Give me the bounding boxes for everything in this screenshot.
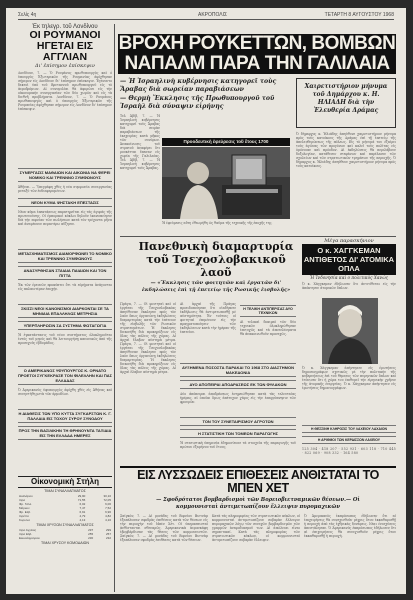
buy-rate: 71,55 (77, 498, 86, 502)
buy-rate: 297 (88, 528, 94, 532)
buy-rate: 4,79 (79, 514, 86, 518)
left-article-body: Λονδίνον, 7. — Ὁ Ρουμάνος πρωθυπουργὸς καὶ ὁ ὑπουργὸς Ἐξωτερικῶν τῆς Ρουμανίας ἀφίχθησαν σήμερον εἰς Λονδῖνον δι' ἐπίσημον ἐπίσκεψιν. Ἐγένοντο δεκτοὶ ὑπὸ τοῦ Βρεταννοῦ πρωθυπουργοῦ εἰς τὸ ἀεροδρόμιον. Αἱ συνομιλίαι θὰ ἀφορῶσι εἰς τὴν οἰκονομικὴν συνεργασίαν τῶν δύο χωρῶν καὶ εἰς τὰ διεθνῆ προβλήματα. Λονδίνον, 7. — Ὁ Ρουμάνος πρωθυπουργὸς καὶ ὁ ὑπουργὸς Ἐξωτερικῶν τῆς Ρουμανίας ἀφίχθησαν σήμερον εἰς Λονδῖνον δι' ἐπίσημον ἐπίσκεψιν. (18, 71, 112, 111)
hagemann-section-header (302, 238, 396, 282)
notice-4: Η ΣΤΑΤΙΣΤΙΚΗ ΤΩΝ ΤΟΜΕΩΝ ΠΑΡΑΓΩΓΗΣ (180, 429, 296, 438)
left-text-4: Ἡ ἐγκατάστασις τοῦ νέου συστήματος ὁλοκληροῦται ἐντὸς τοῦ μηνὸς καὶ θὰ λειτουργήσῃ κανονικῶς ἀπὸ τῆς προσεχοῦς ἑβδομάδος. (18, 333, 112, 345)
buy-rate: 7,47 (79, 506, 86, 510)
czech-headline: Πανεθνικὴ διαμαρτυρία τοῦ Τσεχοσλοβακικοῦ λαοῦ (138, 240, 294, 279)
left-box-6: ΥΠΕΡΠΛΗΡΩΣΙΝ ΣΑ ΣΥΣΤΗΜΑ ΦΩΤΑΓΩΓΙΑ (18, 321, 112, 330)
czech-subheadline: — «Ἔκκλησις τῶν φοιτητῶν καὶ ἐργατῶν δι' ἐκδηλώσεις ἐπὶ τῇ ἐπετείῳ τῆς Ρωσικῆς ἐισβολῆς» (141, 280, 291, 293)
currency-name: Λίρα Αγγλίας (19, 528, 37, 532)
currency-name: Δολλάριον (19, 494, 33, 498)
portrait-image (322, 298, 378, 364)
section-rule (120, 236, 396, 237)
hagemann-intro: Ὁ κ. Χάγγκεμαν ἐδήλωσεν ὅτι ἀντιτίθεται εἰς τὴν ἀπόκτησιν ἀτομικῶν ὅπλων. (302, 282, 396, 290)
currency-name: Λιρέττα (19, 514, 29, 518)
left-box-1: ΣΥΝΕΡΓΑΣΙΣ ΜΑΘΑΙΩΝ ΚΑΙ ΑΙΚΩΝΙΑ ΝΑ ΦΕΡΕΙ ΝΟΜΙΚΟ ΚΑΙ ΤΡΕΝΝΝΟ ΣΥΜΦΩΝΟΥΣ (19, 170, 111, 180)
sell-rate: 30,10 (103, 494, 111, 498)
hagemann-lede: Μέγα παρασκήνιον (324, 238, 374, 244)
portrait-photo (322, 298, 378, 364)
issue-date: ΤΕΤΑΡΤΗ 8 ΑΥΓΟΥΣΤΟΥ 1968 (324, 12, 394, 18)
bottom-article-col-1: Σαϊγκόν, 7. — Αἱ μονάδες τοῦ Βορείου Βιετνὰμ ἐξαπέλυσαν σφοδρὰς ἐπιθέσεις κατὰ τῶν θέσεων εἰς τὴν περιοχὴν τοῦ Μπὲν Χέτ. Οἱ ὑπερασπισταὶ ἀνθίστανται σθεναρῶς. Ἀμερικανικὰ ἀεροσκάφη ἐβομβάρδισαν τὰς θέσεις τῶν κομμουνιστῶν. Σαϊγκόν, 7. — Αἱ μονάδες τοῦ Βορείου Βιετνὰμ ἐξαπέλυσαν σφοδρὰς ἐπιθέσεις κατὰ τῶν θέσεων. (120, 514, 208, 542)
left-box-5: ΣΚΙΣΣΙ ΝΕΟΙ ΚΑΝΟΝΙΣΜΟΙ ΔΙΑΡΚΟΝΤΑΙ ΣΕ ΤΑ ΜΗΝΙΑΙΑ ΕΠΑΛΛΗΛΩΣ ΜΕΤΡΗΣΙΑ (18, 304, 112, 318)
buy-rate: 255 (88, 532, 94, 536)
hagemann-subheadline: Ἡ Ἰνδονησία καὶ ο πολιτικὸς Χανώς (310, 275, 388, 280)
czech-section (136, 240, 296, 300)
gold-table (18, 528, 112, 540)
currency-name: Κορώνα (19, 518, 30, 522)
czech-article-col-1: Πράγα, 7. — Οἱ φοιτηταὶ καὶ οἱ ἐργάται τῆς Τσεχοσλοβακίας ἀπηύθυναν ἔκκλησιν πρὸς τὸν λαὸν ὅπως ὀργανώσῃ ἐκδηλώσεις διαμαρτυρίας κατὰ τὴν ἐπέτειον τῆς εἰσβολῆς τῶν Ρωσικῶν στρατευμάτων. Ἡ ἔκκλησις διεκινήθη διὰ προκηρύξεων εἰς ὅλας τὰς πόλεις τῆς χώρας. Αἱ ἀρχαὶ ἔλαβον αὐστηρὰ μέτρα. Πράγα, 7. — Οἱ φοιτηταὶ καὶ οἱ ἐργάται τῆς Τσεχοσλοβακίας ἀπηύθυναν ἔκκλησιν πρὸς τὸν λαὸν ὅπως ὀργανώσῃ ἐκδηλώσεις διαμαρτυρίας. Ἡ ἔκκλησις διεκινήθη διὰ προκηρύξεων εἰς ὅλας τὰς πόλεις τῆς χώρας. Αἱ ἀρχαὶ ἔλαβον αὐστηρὰ μέτρα. (120, 302, 176, 374)
economic-column (18, 476, 112, 545)
notice-1: ΑΥΞΗΜΕΝΑ ΠΟΣΟΣΤΑ ΠΑΡΑΚΑΙ ΤΟ 1968 ΣΤΟ ΔΙΑΣΤΗΜΟΝ ΜΑΚΕΔΟΝΙΑ (181, 365, 295, 375)
lottery-numbers: 125 304 · 418 207 · 552 931 · 603 118 · 710 445 · 822 069 · 908 332 · 164 580 (302, 447, 396, 455)
mid-right-block (240, 302, 296, 354)
left-text-3: Ἐκ τῶν ἐρευνῶν προκύπτει ὅτι τὰ εὑρήματα ἀνάγονται εἰς παλαιοτέραν ἐποχήν. (18, 283, 112, 291)
fx-table-title: ΤΙΜΑΙ ΣΥΝΑΛΛΑΓΜΑΤΟΣ (44, 489, 86, 493)
currency-name: Εικοσάφραγκον (19, 536, 40, 540)
lottery-block (302, 422, 396, 468)
buy-rate: 29,90 (77, 494, 86, 498)
left-column (18, 24, 112, 584)
notice-3: ΤΟΝ ΤΟΥ ΣΥΝΕΤΑΙΡΙΣΜΟΥ ΑΓΡΟΤΩΝ (180, 417, 296, 426)
fx-row (18, 518, 112, 522)
left-text-5: Ὁ Ἀμερικανὸς ὑφυπουργὸς ἀφίχθη χθὲς εἰς Ἀθήνας καὶ συνηντήθη μετὰ τῶν ἁρμοδίων. (18, 388, 112, 396)
gold-row (18, 536, 112, 540)
left-byline: Δι' ἐπίσημον ἐπίσκεψιν (35, 63, 95, 69)
bottom-headline: ΕΙΣ ΛΥΣΣΩΔΕΙΣ ΕΠΙΘΕΣΕΙΣ ΑΝΘΙΣΤΑΤΑΙ ΤΟ ΜΠΕΝ ΧΕΤ (120, 466, 396, 495)
greeting-article-body: Ὁ δήμαρχος κ. Ἠλιάδης ἀπηύθυνε χαιρετιστήριον μήνυμα πρὸς τοὺς κατοίκους τῆς Δράμας ἐπὶ τῇ ἐπετείῳ τῆς ἀπελευθερώσεως τῆς πόλεως. Εἰς τὸ μήνυμά του ἐξαίρει τοὺς ἀγῶνας τῶν προγόνων καὶ καλεῖ τοὺς πολίτας εἰς ὁμόνοιαν καὶ πρόοδον. Αἱ ἐκδηλώσεις θὰ περιλάβουν δοξολογίαν, κατάθεσιν στεφάνων καὶ παρέλασιν τῶν σχολείων καὶ τῶν στρατιωτικῶν τμημάτων τῆς περιοχῆς. Ὁ δήμαρχος κ. Ἠλιάδης ἀπηύθυνε χαιρετιστήριον μήνυμα πρὸς τοὺς κατοίκους. (296, 132, 396, 168)
gold-footer-title: ΤΙΜΑΙ ΧΡΥΣΟΥ ΚΟΜΟΔΑΙΩΝ (41, 541, 89, 545)
sell-rate: 257 (105, 532, 111, 536)
gold-table-title: ΤΙΜΑΙ ΧΡΥΣΩΝ ΣΥΝΑΛΛΑΓΜΑΤΟΣ (36, 523, 94, 527)
left-box-4: ΑΝΑΣΥΡΘΗΣΑΝ ΣΤΑΙΔΙΑ ΠΑΙΔΙΩΝ ΚΑΙ ΤΟΝ ΠΙΤΤΑ (18, 266, 112, 280)
bottom-section (120, 466, 396, 510)
sell-rate: 72,05 (103, 498, 111, 502)
czech-article-col-2: Αἱ ἀρχαὶ τῆς Πράγας προειδοποίησαν ὅτι οἱαδήποτε ἐκδήλωσις θὰ ἀντιμετωπισθῇ μὲ αὐστηρότητα. Ἐν τούτοις οἱ φοιτηταὶ ἐπιμένουν εἰς τὴν πραγματοποίησιν τῶν ἐκδηλώσεων κατὰ τὴν ἡμέραν τῆς ἐπετείου. (180, 302, 236, 334)
left-lede: Έκ τηλεγρ. τοῦ Λονδίνου (32, 24, 98, 30)
page-number: Σελίς 4η (18, 12, 37, 18)
running-header (18, 12, 394, 20)
sell-rate: 299 (105, 528, 111, 532)
sell-rate: 6,06 (105, 502, 111, 506)
currency-name: Μάρκον (19, 506, 30, 510)
mid-box-1-body: Αἱ τελικαὶ δοκιμαὶ τῶν δύο τεχνικῶν ὁλοκληρώθησαν ἐπιτυχῶς καὶ τὰ ἀποτελέσματα θὰ ἀνακοινωθοῦν προσεχῶς. (240, 320, 296, 336)
hagemann-headline: Ο κ. ΧΑΓΓΚΕΜΑΝ ΑΝΤΙΘΕΤΟΣ ΔΙ' ΑΤΟΜΙΚΑ ΟΠΛΑ (303, 246, 395, 273)
left-box-3: ΜΕΤΑΣΧΗΜΑΤΙΣΜΟΣ ΔΙΑΜΟΡΦΩΝΕΙ ΤΟ ΝΟΜΙΚΟ ΚΑΙ ΤΡΕΝΝΝΟ ΣΥΜΦΩΝΟΥΣ (18, 251, 112, 261)
currency-name: Λίρα Ελβ. (19, 532, 33, 536)
photo-body: Ἡ ἐφεύρεσις αὕτη ἐθεωρήθη ὡς θαῦμα τῆς τεχνικῆς τῆς ἐποχῆς της. (162, 221, 273, 225)
left-box-8: Η ΔΙΑΘΕΣΙΣ ΤΩΝ ΥΠΟ ΚΥΤΤΑ ΣΥΓΚΑΡΣΤΩΝ Κ. Γ. ΠΑΛΛΑΙΑ ΕΙΣ ΤΟΧΟΥ ΣΥΡΟΥ ΣΥΝΟΔΟΥ (18, 411, 112, 421)
left-headline: ΟΙ ΡΟΥΜΑΝΟΙ ΗΓΕΤΑΙ ΕΙΣ ΑΓΓΛΙΑΝ (29, 29, 101, 63)
bottom-subheadline: — Σφοδρότατοι βομβαρδισμοὶ τῶν Βορειοβιετναμικῶν θέσεων.— Οἱ κομμουνισταὶ ἀντιμετωπίζουν ἔλλειψιν πυρομαχικῶν (156, 497, 360, 510)
news-photo (162, 147, 290, 219)
sell-rate: 7,52 (105, 506, 111, 510)
newspaper-name: ΑΚΡΟΠΟΛΙΣ (198, 12, 228, 18)
notice-2-body: Δύο ἀπόπειραι ἀποδράσεως ἐσημειώθησαν κατὰ τὰς τελευταίας ἡμέρας, αἱ ὁποῖαι ὅμως ἀπέτυχον χάρις εἰς τὴν ἐπαγρύπνησιν τῶν φρουρῶν. (180, 392, 296, 404)
currency-name: Φρ. Ελβ. (19, 510, 31, 514)
left-box-7: Ο ΑΜΕΡΙΚΑΝΟΣ ΥΦΥΠΟΥΡΓΟΣ Κ. ΟΡΝΑΤΟ ΠΡΟΕΤΟΙ ΣΥΓΚΕΚΡΑΣΕ ΤΟΝ ΦΙΛΕΛΛΗΝ ΚΑΙ ΠΑΣ ΕΛΛΑΔΑΣ (18, 368, 113, 383)
mid-box-1: Η ΤΕΛΙΚΗ ΑΝΤΙΠΕΡΙΣΑΣ ΔΥΟ ΤΕΧΝΙΚΩΝ (240, 305, 296, 317)
fx-table (18, 494, 112, 522)
newspaper-page (6, 8, 406, 594)
sell-rate: 4,82 (105, 514, 111, 518)
main-bullet-1: — Ἡ Ἰσραηλινὴ κυβέρνησις κατηγορεῖ τοὺς Ἄραβας διὰ σωρείαν παραβιάσεων (120, 78, 277, 93)
sell-rate: 232 (105, 536, 111, 540)
greeting-box-text: Χαιρετιστήριον μήνυμα τοῦ Δημάρχου κ. Η. ΗΛΙΑΔΗ διὰ τὴν Ἐλευθερία Δράμας (304, 83, 388, 114)
sell-rate: 4,16 (105, 518, 111, 522)
left-box-2: ΝΕΟΝ ΚΥΜΑ ΨΗΣΤΑΚΗ ΕΠΕΣΤΑΣΙΣ (18, 198, 112, 207)
buy-rate: 4,13 (79, 518, 86, 522)
notice-4-body: Ἡ στατιστικὴ ὑπηρεσία ἐδημοσίευσε τὰ στοιχεῖα τῆς παραγωγῆς τοῦ πρώτου ἑξαμήνου τοῦ ἔτους. (180, 441, 296, 449)
notices-block (180, 360, 296, 464)
buy-rate: 6,91 (79, 510, 86, 514)
buy-rate: 6,02 (79, 502, 86, 506)
currency-name: Φρ. Γαλλ. (19, 502, 32, 506)
hagemann-body: Ὁ κ. Χάγγκεμαν ἀπήντησεν εἰς ἐρωτήσεις δημοσιογράφων σχετικῶς μὲ τὴν πολιτικὴν τῆς κυβερνήσεως ἐπὶ τοῦ θέματος τῶν πυρηνικῶν ὅπλων καὶ ἐτόνισεν ὅτι ἡ χώρα του ἐπιθυμεῖ τὴν εἰρηνικὴν χρῆσιν τῆς ἀτομικῆς ἐνεργείας. Ὁ κ. Χάγγκεμαν ἀπήντησεν εἰς ἐρωτήσεις δημοσιογράφων. (302, 366, 396, 390)
main-bullet-2: — Θερμὴ Ἔκκλησις τῆς Πρωθυπουργοῦ τοῦ Ἰσραὴλ διὰ σύναψιν εἰρήνης (120, 95, 275, 110)
buy-rate: 230 (88, 536, 94, 540)
main-banner-headline: ΒΡΟΧΗ ΡΟΥΚΕΤΤΩΝ, ΒΟΜΒΩΝ ΝΑΠΑΛΜ ΠΑΡΑ ΤΗΝ ΓΑΛΙΛΑΙΑ (118, 33, 396, 74)
column-divider (114, 24, 115, 592)
left-text-1: Ἀθῆναι. — Ὑπεγράφη χθὲς ἡ νέα συμφωνία συνεργασίας μεταξὺ τῶν ἐνδιαφερομένων. (18, 185, 112, 193)
sell-rate: 6,96 (105, 510, 111, 514)
left-text-2: Νέον κῦμα ἐπεκτάσεως παρατηρεῖται εἰς τὰς ἀγορὰς τῆς πρωτευούσης. Οἱ ἐμπορικοὶ κύκλοι δηλοῦν ἱκανοποίησιν διὰ τὴν πορείαν τῶν πωλήσεων κατὰ τὸν τρέχοντα μῆνα καὶ ἀναμένουν περαιτέρω αὔξησιν. (18, 210, 112, 226)
photo-caption: Προοδευτικὴ ἐφεύρεσις τοῦ ἔτους 1700 (162, 138, 290, 146)
currency-name: Λίρα (19, 498, 26, 502)
lottery-box-1: Η ΘΕΣΣΙΝΗ ΚΛΗΡΟΣΙΣ ΤΟΥ ΛΑΧΕΙΟΥ ΛΑΧΑΙΟΝ (302, 425, 396, 433)
greeting-box (296, 78, 396, 128)
left-box-9: ΠΡΟΣ ΤΗΝ ΒΑΣΙΛΙΚΗΝ ΤΗ ΘΡΗΝΟΥΝΤΑ ΤΑΞΙΔΙΑ ΕΙΣ ΤΗΝ ΕΛΛΑΔΑ ΗΜΕΡΕΣ (18, 428, 112, 438)
photo-image (162, 147, 290, 219)
bottom-article-col-3: Ὁ Ἀμερικανὸς ἐκπρόσωπος ἐδήλωσεν ὅτι αἱ ἐπιχειρήσεις θὰ συνεχισθοῦν μέχρις ὅτου ἐκκαθαρισθῇ ἡ περιοχὴ ἀπὸ τὰς ἐχθρικὰς δυνάμεις. Νέαι ἐνισχύσεις ἀπεστάλησαν. Ὁ Ἀμερικανὸς ἐκπρόσωπος ἐδήλωσεν ὅτι αἱ ἐπιχειρήσεις θὰ συνεχισθοῦν μέχρις ὅτου ἐκκαθαρισθῇ ἡ περιοχή. (304, 514, 396, 538)
bottom-article-col-2: Κατὰ τὰς πληροφορίας τῶν στρατιωτικῶν κύκλων, οἱ κομμουνισταὶ ἀντιμετωπίζουν σοβαρὰν ἔλλειψιν πυρομαχικῶν λόγῳ τῶν συνεχῶν βομβαρδισμῶν τῶν γραμμῶν ἀνεφοδιασμοῦ των. Αἱ ἀπώλειαι εἶναι σημαντικαί. Κατὰ τὰς πληροφορίας τῶν στρατιωτικῶν κύκλων, οἱ κομμουνισταὶ ἀντιμετωπίζουν σοβαρὰν ἔλλειψιν. (212, 514, 300, 542)
notice-2: ΔΥΟ ΑΠΟΠΕΙΡΑΙ ΑΠΟΔΡΑΣΕΩΣ ΕΚ ΤΩΝ ΦΥΛΑΚΩΝ (180, 380, 296, 389)
bullet-article-body: Τελ Ἀβίβ, 7. — Ἡ Ἰσραηλινὴ κυβέρνησις κατηγορεῖ τοὺς Ἄραβας διὰ σειρὰν παραβιάσεων τῆς ἐκεχειρίας κατὰ μῆκος τῶν συνόρων. Ἀνακοίνωσις τοῦ στρατοῦ ἀναφέρει ὅτι ρουκέτται ἔπεσαν εἰς χωρία τῆς Γαλιλαίας. Τελ Ἀβίβ, 7. — Ἡ Ἰσραηλινὴ κυβέρνησις κατηγορεῖ τοὺς Ἄραβας. (120, 114, 160, 170)
lottery-box-2: Η ΑΡΙΘΜΟΙ ΤΩΝ ΚΕΡΔΙΣΣΩΝ ΛΑΧΕΙΟΥ (302, 436, 396, 444)
economic-column-title: Οἰκονομικὴ Στήλη (18, 476, 112, 488)
